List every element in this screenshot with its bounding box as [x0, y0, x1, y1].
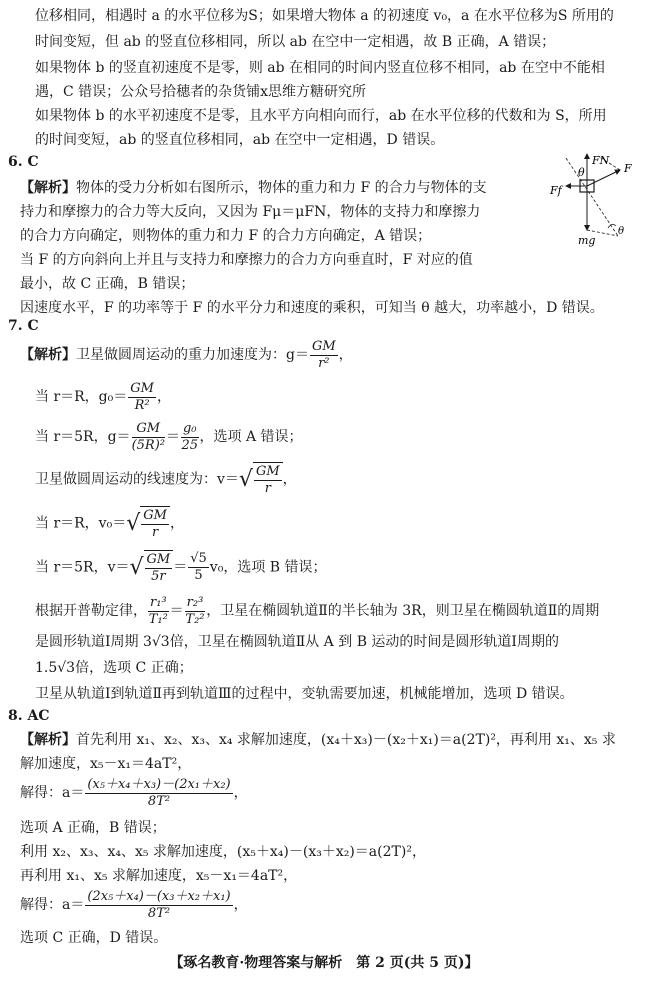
text-span: ， — [233, 897, 248, 913]
denominator: 25 — [181, 437, 199, 453]
radical-sign: √ — [238, 466, 253, 492]
force-diagram — [548, 150, 644, 250]
numerator: GM — [146, 551, 171, 567]
denominator: T₂² — [185, 611, 205, 627]
text-span: 卫星做圆周运动的线速度为：v＝ — [35, 471, 239, 488]
text-span: 当 r＝5R，v＝ — [35, 559, 130, 576]
numerator: (x₅＋x₄＋x₃)－(2x₁＋x₂) — [87, 776, 231, 792]
angle-arc — [608, 224, 616, 228]
analysis-tag: 【解析】 — [20, 732, 76, 748]
text-span: ，选项 A 错误； — [199, 429, 303, 445]
text-line: 卫星从轨道Ⅰ到轨道Ⅱ再到轨道Ⅲ的过程中，变轨需要加速，机械能增加，选项 D 错误。 — [35, 686, 574, 702]
fraction — [310, 339, 338, 372]
text-span: 当 r＝R，g₀＝ — [35, 389, 128, 405]
numerator: √5 — [190, 551, 207, 566]
formula-line — [20, 338, 353, 372]
text-line: 是圆形轨道Ⅰ周期 3√3倍，卫星在椭圆轨道Ⅱ从 A 到 B 运动的时间是圆形轨道Ⅰ周期的 — [35, 634, 559, 650]
text-line: 时间变短，但 ab 的竖直位移相同，所以 ab 在空中一定相遇，故 B 正确，A 错误； — [35, 34, 556, 50]
denominator: (5R)² — [131, 437, 165, 453]
text-span: 当 r＝R，v₀＝ — [35, 515, 127, 532]
formula-line — [35, 550, 327, 585]
text-span: 解得：a＝ — [20, 897, 85, 913]
sqrt — [239, 462, 283, 497]
text-line: 如果物体 b 的水平初速度不是零，且水平方向相向而行，ab 在水平位移的代数和为 S，所用 — [35, 108, 607, 124]
text-line — [20, 730, 616, 750]
analysis-tag: 【解析】 — [20, 180, 76, 196]
formula-line — [35, 594, 599, 628]
text-span: 卫星做圆周运动的重力加速度为：g＝ — [76, 347, 309, 363]
text-span: 根据开普勒定律， — [35, 603, 147, 619]
formula-line — [20, 888, 248, 922]
text-span: ， — [282, 471, 297, 488]
text-line: 因速度水平，F 的功率等于 F 的水平分力和速度的乘积，可知当 θ 越大，功率越小，D 错误。 — [20, 300, 604, 316]
formula-line — [35, 462, 297, 497]
denominator: 8T² — [147, 905, 171, 921]
fraction — [185, 595, 206, 628]
denominator: 5r — [151, 568, 166, 584]
formula-line — [20, 776, 248, 810]
fraction — [188, 551, 209, 584]
denominator: 5 — [194, 568, 203, 583]
formula-line — [35, 420, 303, 454]
text-span: v₀，选项 B 错误； — [209, 559, 327, 576]
text-span: ＝ — [173, 559, 188, 576]
fraction — [181, 421, 199, 454]
text-span: ， — [169, 515, 184, 532]
text-span: ， — [233, 785, 248, 801]
text-line: 当 F 的方向斜向上并且与支持力和摩擦力的合力方向垂直时，F 对应的值 — [20, 252, 473, 268]
text-line: 选项 A 正确，B 错误； — [20, 820, 166, 836]
fraction — [132, 421, 165, 454]
label-theta: θ — [578, 166, 585, 179]
text-line: 持力和摩擦力的合力等大反向，又因为 Fμ＝μFN，物体的支持力和摩擦力 — [20, 204, 481, 220]
text-line: 最小，故 C 正确，B 错误； — [20, 276, 195, 292]
label-theta2: θ — [618, 226, 625, 237]
label-fn: FN — [592, 154, 610, 167]
label-f: F — [624, 162, 632, 175]
sqrt — [130, 550, 174, 585]
fraction — [254, 464, 282, 497]
label-mg: mg — [578, 234, 596, 247]
sqrt — [126, 506, 170, 541]
radical-sign: √ — [129, 554, 144, 580]
fraction — [85, 889, 232, 922]
fraction — [141, 508, 169, 541]
question-number: 8. AC — [8, 708, 50, 724]
applied-force-arrow — [587, 170, 620, 186]
text-line: 1.5√3倍，选项 C 正确； — [35, 660, 193, 676]
numerator: (2x₅＋x₄)－(x₃＋x₂＋x₁) — [87, 888, 231, 904]
denominator: r — [264, 480, 271, 496]
numerator: r₂³ — [186, 594, 204, 610]
dashed-line — [566, 158, 618, 236]
text-line: 如果物体 b 的竖直初速度不是零，则 ab 在相同的时间内竖直位移不相同，ab 在空中不能相 — [35, 60, 605, 76]
numerator: GM — [132, 421, 165, 438]
text-line: 解加速度，x₅－x₁＝4aT²， — [20, 756, 192, 772]
text-span: ＝ — [165, 429, 180, 445]
text-span: 首先利用 x₁、x₂、x₃、x₄ 求解加速度，(x₄＋x₃)－(x₂＋x₁)＝a(2T)²，再利用 x₁、x₅ 求 — [76, 732, 616, 748]
numerator: GM — [311, 338, 336, 354]
text-span: ，卫星在椭圆轨道Ⅱ的半长轴为 3R，则卫星在椭圆轨道Ⅱ的周期 — [206, 603, 600, 619]
text-line: 遇，C 错误；公众号拾穗者的杂货铺x思维方糖研究所 — [35, 84, 367, 100]
page-footer: 【琢名教育·物理答案与解析 第 2 页(共 5 页)】 — [169, 955, 479, 971]
text-span: ＝ — [169, 603, 184, 619]
text-span: 物体的受力分析如右图所示，物体的重力和力 F 的合力与物体的支 — [76, 180, 487, 196]
fraction — [128, 381, 156, 414]
text-line: 再利用 x₁、x₅ 求解加速度，x₅－x₁＝4aT²， — [20, 868, 298, 884]
denominator: R² — [134, 397, 150, 413]
text-span: 当 r＝5R，g＝ — [35, 429, 131, 445]
denominator: 8T² — [147, 793, 171, 809]
fraction — [145, 552, 173, 585]
label-ff: Ff — [550, 184, 562, 197]
denominator: r² — [318, 355, 330, 371]
text-line: 选项 C 正确，D 错误。 — [20, 930, 168, 946]
text-line — [20, 178, 487, 198]
analysis-tag: 【解析】 — [20, 347, 76, 363]
radical-sign: √ — [126, 510, 141, 536]
numerator: g₀ — [182, 420, 197, 436]
numerator: r₁³ — [150, 594, 167, 610]
formula-line — [35, 506, 184, 541]
text-span: ， — [338, 347, 353, 363]
fraction — [85, 777, 232, 810]
question-number: 6. C — [8, 154, 39, 170]
numerator: GM — [255, 463, 280, 479]
numerator: GM — [130, 380, 154, 396]
text-span: ， — [156, 389, 171, 405]
question-number: 7. C — [8, 318, 39, 334]
denominator: T₁² — [148, 611, 168, 627]
text-span: 解得：a＝ — [20, 785, 85, 801]
denominator: r — [151, 524, 159, 540]
text-line: 的合力方向确定，则物体的重力和力 F 的合力方向确定，A 错误； — [20, 228, 432, 244]
text-line: 位移相同，相遇时 a 的水平位移为S；如果增大物体 a 的初速度 v₀，a 在水平位移为S 所用的 — [35, 8, 614, 24]
text-line: 的时间变短，ab 的竖直位移相同，ab 在空中一定相遇，D 错误。 — [35, 132, 445, 148]
numerator: GM — [143, 507, 167, 523]
fraction — [148, 595, 169, 628]
text-line: 利用 x₂、x₃、x₄、x₅ 求解加速度，(x₅＋x₄)－(x₃＋x₂)＝a(2T)²， — [20, 844, 426, 860]
formula-line — [35, 380, 171, 414]
